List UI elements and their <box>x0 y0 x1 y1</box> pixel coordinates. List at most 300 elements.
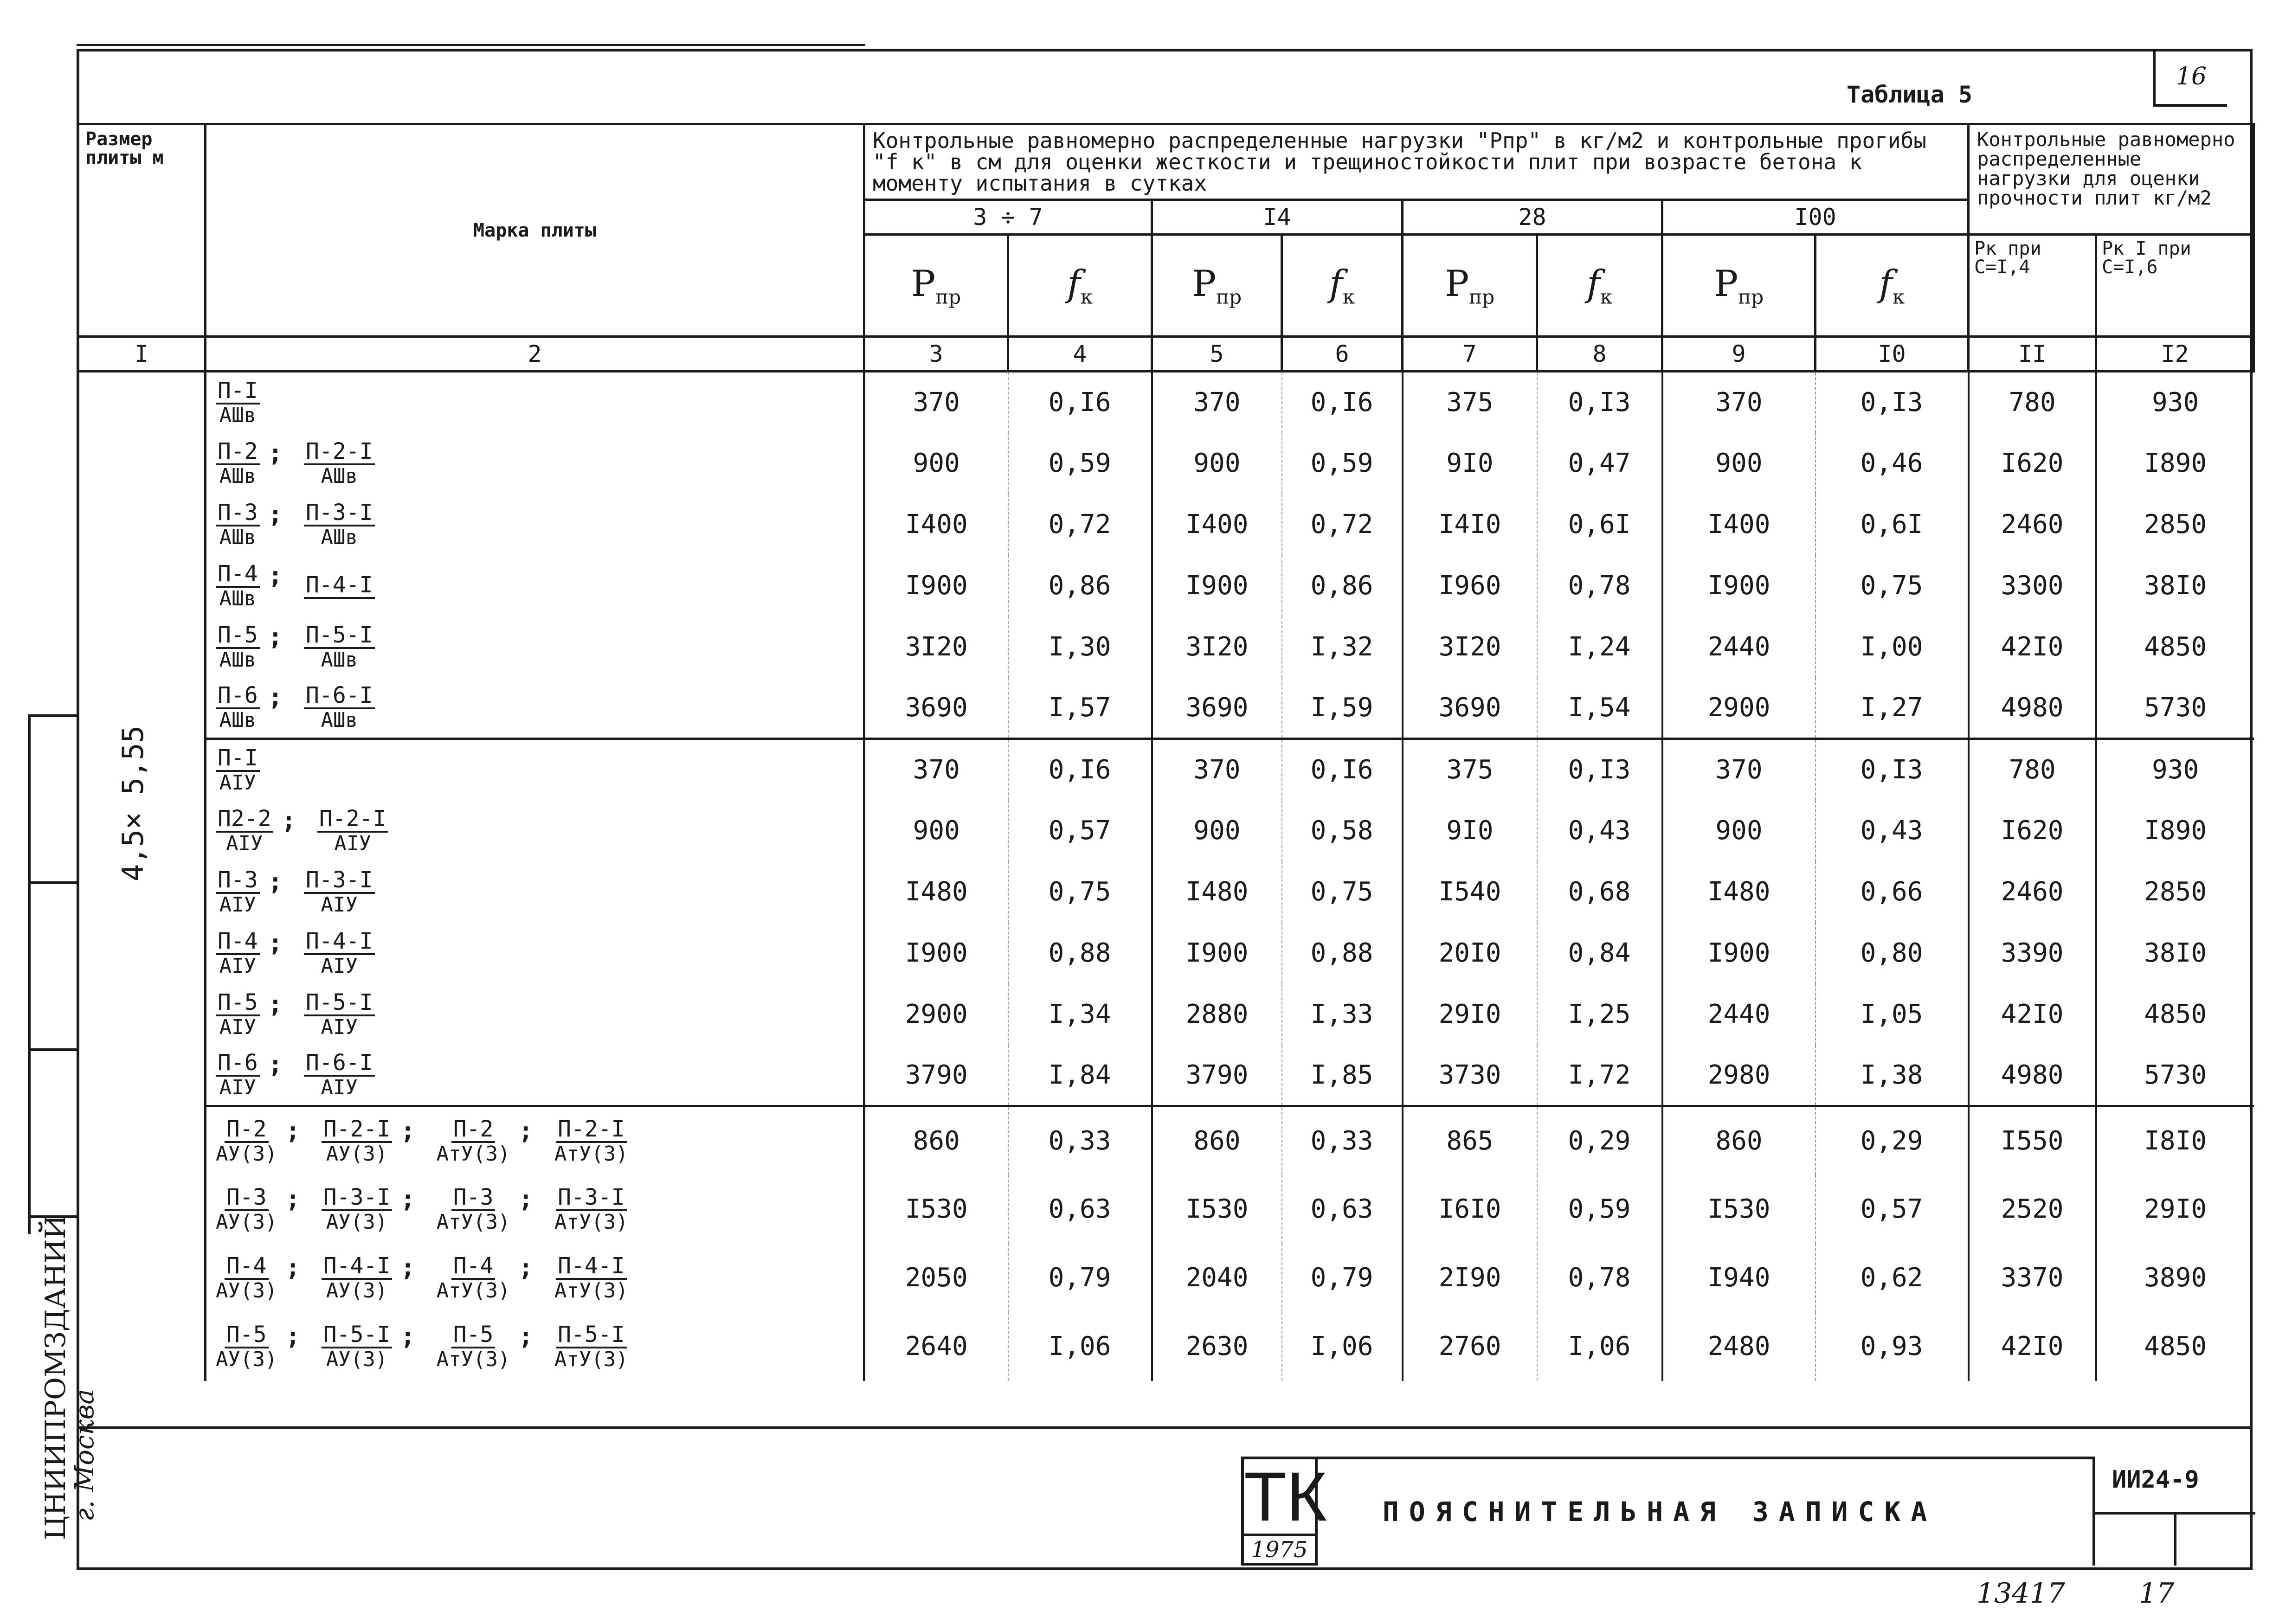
value-cell: 900 <box>913 448 960 478</box>
value-cell: 0,29 <box>1537 1106 1662 1175</box>
value-cell: 2460 <box>1969 861 2096 923</box>
mark-code: П-3 <box>216 868 260 894</box>
mark-code: П-I <box>216 379 260 404</box>
mark-code: П-4-I <box>304 929 375 955</box>
mark-fraction <box>304 439 375 488</box>
plate-mark <box>216 746 264 794</box>
value-cell: 900 <box>1152 800 1282 861</box>
value-cell: I,06 <box>1537 1312 1662 1381</box>
mark-reinforcement: AШв <box>321 708 358 732</box>
organization-name: ЦНИИПРОМЗДАНИЙ <box>39 1214 72 1540</box>
mark-fraction <box>216 1051 260 1099</box>
value-cell: I,33 <box>1282 984 1403 1045</box>
mark-reinforcement: AIУ <box>321 954 358 978</box>
value-cell: I6I0 <box>1403 1175 1537 1244</box>
value-cell: 0,57 <box>1816 1175 1969 1244</box>
f-deflection-header <box>1537 235 1662 337</box>
column-number: I0 <box>1816 337 1969 372</box>
value-cell: 0,75 <box>1008 861 1152 923</box>
value-cell: 42I0 <box>1969 984 2096 1045</box>
mark-code: П-4-I <box>322 1254 393 1280</box>
mark-code: П-3 <box>225 1185 269 1211</box>
value-cell: 20I0 <box>1403 923 1537 984</box>
value-cell: I,05 <box>1816 984 1969 1045</box>
mark-cell <box>206 739 864 800</box>
value-cell: 375 <box>1403 739 1537 800</box>
mark-fraction <box>216 439 260 488</box>
table-row <box>78 1106 2254 1175</box>
mark-reinforcement: AIУ <box>321 1015 358 1039</box>
value-cell: 0,I6 <box>1282 372 1403 433</box>
age-100: I00 <box>1662 200 1969 235</box>
mark-fraction <box>554 1254 628 1302</box>
value-cell: I550 <box>1969 1106 2096 1175</box>
value-cell: I,59 <box>1282 678 1403 739</box>
value-cell: I900 <box>1152 923 1282 984</box>
value-cell: 29I0 <box>1403 984 1537 1045</box>
value-cell: I530 <box>1662 1175 1816 1244</box>
doc-box-line <box>2174 1512 2176 1566</box>
value-cell: 2880 <box>1152 984 1282 1045</box>
value-cell: 0,47 <box>1537 433 1662 494</box>
value-cell: 0,88 <box>1282 923 1403 984</box>
plate-mark <box>216 683 294 732</box>
value-cell: 38I0 <box>2096 923 2254 984</box>
value-cell: I,27 <box>1816 678 1969 739</box>
plate-mark <box>216 439 294 488</box>
mark-reinforcement: AШв <box>321 648 358 672</box>
mark-reinforcement: AIУ <box>219 892 257 917</box>
value-cell: I,54 <box>1537 678 1662 739</box>
value-cell: 0,I6 <box>1008 372 1152 433</box>
mark-separator: ; <box>281 806 296 834</box>
column-number: 3 <box>864 337 1008 372</box>
mark-code: П-2-I <box>556 1117 627 1143</box>
value-cell: 0,6I <box>1537 494 1662 555</box>
mark-cell <box>206 372 864 433</box>
plate-mark <box>304 501 380 549</box>
mark-code: П-4 <box>216 562 260 588</box>
value-cell: I620 <box>1969 800 2096 861</box>
top-border-line <box>77 44 865 46</box>
value-cell: 3890 <box>2096 1244 2254 1312</box>
mark-separator: ; <box>285 1253 300 1282</box>
mark-cell <box>206 555 864 616</box>
table-row <box>78 739 2254 800</box>
load-table <box>77 123 2255 1381</box>
mark-reinforcement: AтУ(3) <box>554 1142 628 1166</box>
table-row <box>78 433 2254 494</box>
mark-code: П-2-I <box>322 1117 393 1143</box>
mark-fraction <box>216 990 260 1039</box>
value-cell: I,72 <box>1537 1045 1662 1106</box>
table-row <box>78 800 2254 861</box>
plate-mark <box>304 623 380 671</box>
value-cell: 0,59 <box>1282 433 1403 494</box>
mark-code: П-2 <box>216 439 260 465</box>
value-cell: 4850 <box>2096 1312 2254 1381</box>
table-row <box>78 1045 2254 1106</box>
table-row <box>78 984 2254 1045</box>
value-cell: 3390 <box>1969 923 2096 984</box>
doc-code: ИИ24-9 <box>2112 1466 2199 1494</box>
value-cell: 3690 <box>1403 678 1537 739</box>
mark-separator: ; <box>285 1117 300 1145</box>
mark-fraction <box>322 1117 393 1165</box>
mark-reinforcement: AтУ(3) <box>554 1278 628 1303</box>
mark-reinforcement: AШв <box>321 464 358 488</box>
mark-code: П-6-I <box>304 1051 375 1077</box>
mark-fraction <box>554 1185 628 1233</box>
age-14: I4 <box>1152 200 1403 235</box>
value-cell: 0,33 <box>1008 1106 1152 1175</box>
mark-reinforcement: AШв <box>219 586 257 610</box>
value-cell: 0,43 <box>1537 800 1662 861</box>
plate-mark <box>322 1185 426 1233</box>
plate-mark <box>304 990 380 1039</box>
plate-mark <box>554 1185 633 1233</box>
mark-fraction <box>437 1254 510 1302</box>
p-symbol: P <box>1191 263 1217 305</box>
column-number: II <box>1969 337 2096 372</box>
mark-reinforcement: AIУ <box>334 831 371 855</box>
mark-cell <box>206 494 864 555</box>
f-subscript: к <box>1892 285 1905 308</box>
value-cell: 3730 <box>1403 1045 1537 1106</box>
value-cell: 370 <box>1152 372 1282 433</box>
value-cell: 2900 <box>1662 678 1816 739</box>
value-cell: 0,72 <box>1282 494 1403 555</box>
mark-fraction <box>216 1322 277 1371</box>
mark-fraction <box>304 501 375 549</box>
value-cell: 2760 <box>1403 1312 1537 1381</box>
mark-cell <box>206 984 864 1045</box>
value-cell: 3370 <box>1969 1244 2096 1312</box>
value-cell: 3790 <box>1152 1045 1282 1106</box>
mark-fraction <box>304 868 375 916</box>
value-cell: I530 <box>905 1194 968 1224</box>
value-cell: 2850 <box>2096 494 2254 555</box>
value-cell: 0,59 <box>1008 433 1152 494</box>
mark-cell <box>206 616 864 678</box>
value-cell: 0,78 <box>1537 555 1662 616</box>
mark-cell <box>206 678 864 739</box>
plate-mark <box>216 1051 294 1099</box>
value-cell: I540 <box>1403 861 1537 923</box>
plate-mark <box>437 1185 544 1233</box>
p-symbol: P <box>1444 263 1469 305</box>
table-label: Таблица 5 <box>1847 81 1972 108</box>
mark-fraction <box>304 929 375 977</box>
mark-fraction <box>216 807 273 855</box>
p-subscript: пр <box>1469 285 1495 308</box>
mark-code: П-3-I <box>304 868 375 894</box>
mark-fraction <box>216 683 260 732</box>
value-cell: 38I0 <box>2096 555 2254 616</box>
mark-cell <box>206 1244 864 1312</box>
column-number: 9 <box>1662 337 1816 372</box>
p-load-header <box>1662 235 1816 337</box>
mark-fraction <box>216 379 260 427</box>
mark-code: П-5 <box>216 990 260 1016</box>
value-cell: I530 <box>1152 1175 1282 1244</box>
mark-reinforcement: AУ(3) <box>326 1278 388 1303</box>
value-cell: 0,I3 <box>1816 739 1969 800</box>
table-row <box>78 1244 2254 1312</box>
value-cell: I900 <box>905 571 968 601</box>
mark-separator: ; <box>268 500 283 528</box>
plate-mark <box>437 1117 544 1165</box>
value-cell: 370 <box>864 739 1008 800</box>
mark-fraction <box>437 1117 510 1165</box>
column-number: 2 <box>206 337 864 372</box>
mark-cell <box>206 1045 864 1106</box>
value-cell: 0,I3 <box>1537 739 1662 800</box>
mark-cell <box>206 923 864 984</box>
value-cell: I480 <box>1152 861 1282 923</box>
value-cell: 0,33 <box>1282 1106 1403 1175</box>
plate-mark <box>554 1117 633 1165</box>
column-number: 8 <box>1537 337 1662 372</box>
value-cell: I940 <box>1662 1244 1816 1312</box>
value-cell: 2630 <box>1152 1312 1282 1381</box>
value-cell: 930 <box>2096 372 2254 433</box>
plate-mark <box>304 868 380 916</box>
organization-city: г. Москва <box>70 1389 100 1521</box>
value-cell: 0,I3 <box>1537 372 1662 433</box>
mark-fraction <box>216 562 260 610</box>
mark-code: П-4 <box>451 1254 496 1280</box>
value-cell: 0,I3 <box>1816 372 1969 433</box>
mark-fraction <box>437 1322 510 1371</box>
plate-mark <box>216 562 294 610</box>
p-symbol: P <box>911 263 936 305</box>
value-cell: I,84 <box>1008 1045 1152 1106</box>
table-row <box>78 616 2254 678</box>
mark-code: П-6 <box>216 1051 260 1077</box>
table-row <box>78 1312 2254 1381</box>
value-cell: 0,75 <box>1282 861 1403 923</box>
value-cell: 0,86 <box>1008 555 1152 616</box>
value-cell: I900 <box>1662 923 1816 984</box>
value-cell: 0,84 <box>1537 923 1662 984</box>
mark-separator: ; <box>400 1322 415 1350</box>
mark-reinforcement: AШв <box>219 708 257 732</box>
mark-code: П-2 <box>451 1117 496 1143</box>
mark-reinforcement: AУ(3) <box>326 1347 388 1371</box>
value-cell: 5730 <box>2096 1045 2254 1106</box>
mark-code: П-3 <box>216 501 260 526</box>
value-cell: 0,75 <box>1816 555 1969 616</box>
mark-separator: ; <box>518 1322 533 1350</box>
value-cell: 0,79 <box>1282 1244 1403 1312</box>
p-subscript: пр <box>1216 285 1242 308</box>
f-symbol: f <box>1879 263 1893 305</box>
plate-mark <box>216 929 294 977</box>
mark-separator: ; <box>268 683 283 712</box>
column-number: 6 <box>1282 337 1403 372</box>
mark-reinforcement: AУ(3) <box>216 1347 277 1371</box>
margin-line <box>31 881 79 884</box>
mark-fraction <box>304 990 375 1039</box>
value-cell: 0,68 <box>1537 861 1662 923</box>
mark-cell <box>206 800 864 861</box>
mark-reinforcement: AтУ(3) <box>436 1210 510 1234</box>
value-cell: 2980 <box>1662 1045 1816 1106</box>
mark-code: П-3-I <box>556 1185 627 1211</box>
size-column-header: Размер плиты м <box>78 124 206 337</box>
value-cell: 0,29 <box>1816 1106 1969 1175</box>
value-cell: 2040 <box>1152 1244 1282 1312</box>
tk-stamp <box>1241 1457 1327 1566</box>
f-deflection-header <box>1816 235 1969 337</box>
plate-mark <box>554 1322 633 1371</box>
p-load-header <box>864 235 1008 337</box>
p-subscript: пр <box>1738 285 1764 308</box>
mark-reinforcement: AУ(3) <box>216 1278 277 1303</box>
value-cell: I620 <box>1969 433 2096 494</box>
table-row <box>78 494 2254 555</box>
mark-reinforcement: AтУ(3) <box>436 1278 510 1303</box>
value-cell: 0,80 <box>1816 923 1969 984</box>
value-cell: 2I90 <box>1403 1244 1537 1312</box>
mark-code: П-3-I <box>304 501 375 526</box>
value-cell: 0,78 <box>1537 1244 1662 1312</box>
mark-reinforcement: AтУ(3) <box>554 1210 628 1234</box>
mark-reinforcement: AШв <box>219 525 257 549</box>
value-cell: 0,I6 <box>1008 739 1152 800</box>
value-cell: 370 <box>1152 739 1282 800</box>
mark-separator: ; <box>518 1117 533 1145</box>
mark-fraction <box>216 501 260 549</box>
mark-reinforcement: AIУ <box>321 892 358 917</box>
document-title: ПОЯСНИТЕЛЬНАЯ ЗАПИСКА <box>1383 1496 1938 1528</box>
table-row <box>78 861 2254 923</box>
mark-fraction <box>554 1322 628 1371</box>
value-cell: 2480 <box>1662 1312 1816 1381</box>
mark-fraction <box>322 1254 393 1302</box>
f-deflection-header <box>1008 235 1152 337</box>
value-cell: 0,63 <box>1008 1175 1152 1244</box>
mark-reinforcement: AтУ(3) <box>436 1347 510 1371</box>
value-cell: 4850 <box>2096 984 2254 1045</box>
mark-fraction <box>216 868 260 916</box>
mark-reinforcement: AIУ <box>321 1076 358 1100</box>
value-cell: 5730 <box>2096 678 2254 739</box>
plate-mark <box>437 1322 544 1371</box>
f-subscript: к <box>1342 285 1355 308</box>
mark-code: П-2 <box>225 1117 269 1143</box>
mark-cell <box>206 1312 864 1381</box>
column-number: 7 <box>1403 337 1537 372</box>
value-cell: I,85 <box>1282 1045 1403 1106</box>
mark-separator: ; <box>400 1253 415 1282</box>
plate-mark <box>216 501 294 549</box>
plate-mark <box>216 1117 311 1165</box>
mark-cell <box>206 1175 864 1244</box>
mark-reinforcement: AУ(3) <box>326 1210 388 1234</box>
value-cell: 3790 <box>905 1059 968 1090</box>
plate-mark <box>216 1322 311 1371</box>
mark-fraction <box>216 1185 277 1233</box>
mark-separator: ; <box>268 623 283 651</box>
tk-logo: ТК <box>1244 1457 1327 1535</box>
value-cell: 900 <box>1152 433 1282 494</box>
f-subscript: к <box>1600 285 1613 308</box>
value-cell: 42I0 <box>1969 1312 2096 1381</box>
mark-code: П-4 <box>216 929 260 955</box>
age-28: 28 <box>1403 200 1662 235</box>
p-load-header <box>1403 235 1537 337</box>
value-cell: 370 <box>913 387 960 418</box>
value-cell: 900 <box>1662 800 1816 861</box>
mark-fraction <box>322 1185 393 1233</box>
mark-code: П-4 <box>225 1254 269 1280</box>
plate-mark <box>304 439 380 488</box>
value-cell: 2900 <box>905 999 968 1029</box>
mark-reinforcement: AШв <box>321 525 358 549</box>
mark-code: П-3 <box>451 1185 496 1211</box>
value-cell: 4980 <box>1969 1045 2096 1106</box>
plate-mark <box>216 990 294 1039</box>
value-cell: I,34 <box>1008 984 1152 1045</box>
margin-line <box>31 1048 79 1051</box>
f-subscript: к <box>1080 285 1093 308</box>
mark-separator: ; <box>268 867 283 896</box>
value-cell: I900 <box>905 938 968 968</box>
mark-separator: ; <box>268 929 283 957</box>
value-cell: 0,57 <box>1008 800 1152 861</box>
mark-reinforcement: AIУ <box>226 831 263 855</box>
value-cell: 780 <box>1969 372 2096 433</box>
mark-separator: ; <box>268 990 283 1018</box>
column-number: I2 <box>2096 337 2254 372</box>
mark-cell <box>206 861 864 923</box>
plate-mark <box>304 683 380 732</box>
mark-fraction <box>216 746 260 794</box>
value-cell: 0,79 <box>1008 1244 1152 1312</box>
value-cell: 2640 <box>905 1331 968 1361</box>
value-cell: 860 <box>1152 1106 1282 1175</box>
mark-code: П-5 <box>216 623 260 649</box>
mark-fraction <box>216 623 260 671</box>
value-cell: I400 <box>905 509 968 539</box>
mark-separator: ; <box>518 1253 533 1282</box>
value-cell: I,38 <box>1816 1045 1969 1106</box>
mark-code: П-5 <box>451 1322 496 1348</box>
value-cell: I400 <box>1662 494 1816 555</box>
handwritten-number: 13417 <box>1977 1577 2065 1610</box>
mark-code: П-4-I <box>556 1254 627 1280</box>
strength-description: Контрольные равномерно распределенные нагрузки для оценки прочности плит кг/м2 <box>1969 124 2254 235</box>
value-cell: 3I20 <box>1152 616 1282 678</box>
plate-mark <box>437 1254 544 1302</box>
mark-code: П-5-I <box>304 990 375 1016</box>
margin-line <box>31 714 79 717</box>
value-cell: 29I0 <box>2096 1175 2254 1244</box>
rk-c16-header: Рк I при С=I,6 <box>2096 235 2254 337</box>
mark-code: П-I <box>216 746 260 772</box>
value-cell: 0,58 <box>1282 800 1403 861</box>
value-cell: 2520 <box>1969 1175 2096 1244</box>
value-cell: I,06 <box>1008 1312 1152 1381</box>
value-cell: I900 <box>1152 555 1282 616</box>
table-row <box>78 923 2254 984</box>
value-cell: I480 <box>1662 861 1816 923</box>
plate-mark <box>317 807 393 855</box>
plate-mark <box>304 929 380 977</box>
plate-mark <box>322 1322 426 1371</box>
